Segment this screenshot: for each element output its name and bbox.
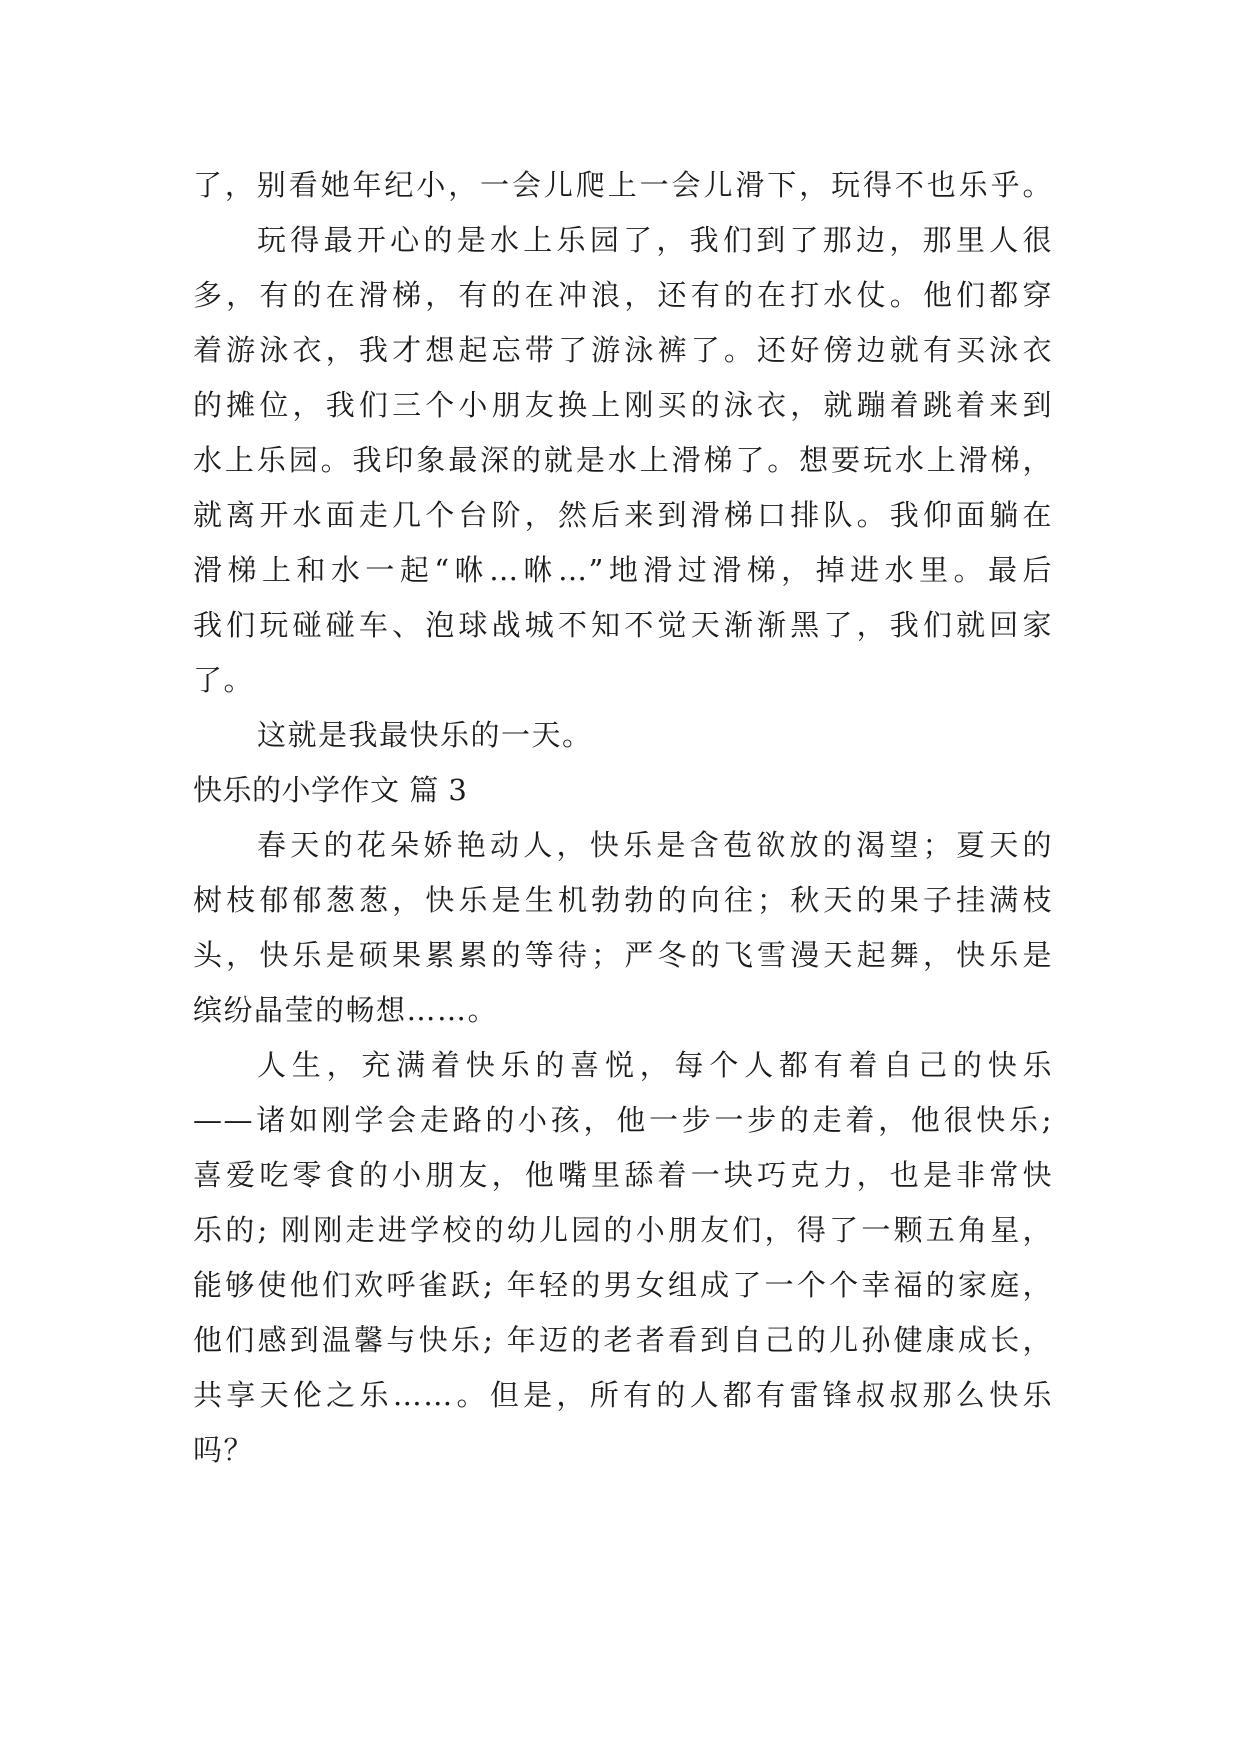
paragraph-first-line: 玩得最开心的是水上乐园了，我们到了那边，那里人很 <box>257 223 1053 257</box>
text-line: 水上乐园。我印象最深的就是水上滑梯了。想要玩水上滑梯， <box>193 443 1053 477</box>
paragraph-first-line: 人生，充满着快乐的喜悦，每个人都有着自己的快乐 <box>257 1048 1053 1082</box>
text-line: 滑梯上和水一起“咻…咻…”地滑过滑梯，掉进水里。最后 <box>193 553 1053 587</box>
section-heading: 快乐的小学作文 篇 3 <box>193 773 468 807</box>
text-line: ——诸如刚学会走路的小孩，他一步一步的走着，他很快乐; <box>193 1103 1053 1137</box>
text-line: 头，快乐是硕果累累的等待；严冬的飞雪漫天起舞，快乐是 <box>193 938 1053 972</box>
text-line: 缤纷晶莹的畅想……。 <box>193 993 499 1027</box>
text-line: 了，别看她年纪小，一会儿爬上一会儿滑下，玩得不也乐乎。 <box>193 168 1053 202</box>
text-line: 树枝郁郁葱葱，快乐是生机勃勃的向往；秋天的果子挂满枝 <box>193 883 1053 917</box>
text-line: 能够使他们欢呼雀跃; 年轻的男女组成了一个个幸福的家庭， <box>193 1268 1053 1302</box>
document-body <box>193 158 1053 1478</box>
text-line: 吗？ <box>193 1433 255 1467</box>
text-line: 了。 <box>193 663 255 697</box>
text-line: 的摊位，我们三个小朋友换上刚买的泳衣，就蹦着跳着来到 <box>193 388 1053 422</box>
text-line: 就离开水面走几个台阶，然后来到滑梯口排队。我仰面躺在 <box>193 498 1053 532</box>
text-line: 多，有的在滑梯，有的在冲浪，还有的在打水仗。他们都穿 <box>193 278 1053 312</box>
text-line: 他们感到温馨与快乐; 年迈的老者看到自己的儿孙健康成长， <box>193 1323 1053 1357</box>
text-line: 乐的; 刚刚走进学校的幼儿园的小朋友们，得了一颗五角星， <box>193 1213 1053 1247</box>
paragraph-first-line: 这就是我最快乐的一天。 <box>257 718 593 752</box>
text-line: 着游泳衣，我才想起忘带了游泳裤了。还好傍边就有买泳衣 <box>193 333 1053 367</box>
text-line: 共享天伦之乐……。但是，所有的人都有雷锋叔叔那么快乐 <box>193 1378 1053 1412</box>
text-line: 喜爱吃零食的小朋友，他嘴里舔着一块巧克力，也是非常快 <box>193 1158 1053 1192</box>
paragraph-first-line: 春天的花朵娇艳动人，快乐是含苞欲放的渴望；夏天的 <box>257 828 1053 862</box>
text-line: 我们玩碰碰车、泡球战城不知不觉天渐渐黑了，我们就回家 <box>193 608 1053 642</box>
